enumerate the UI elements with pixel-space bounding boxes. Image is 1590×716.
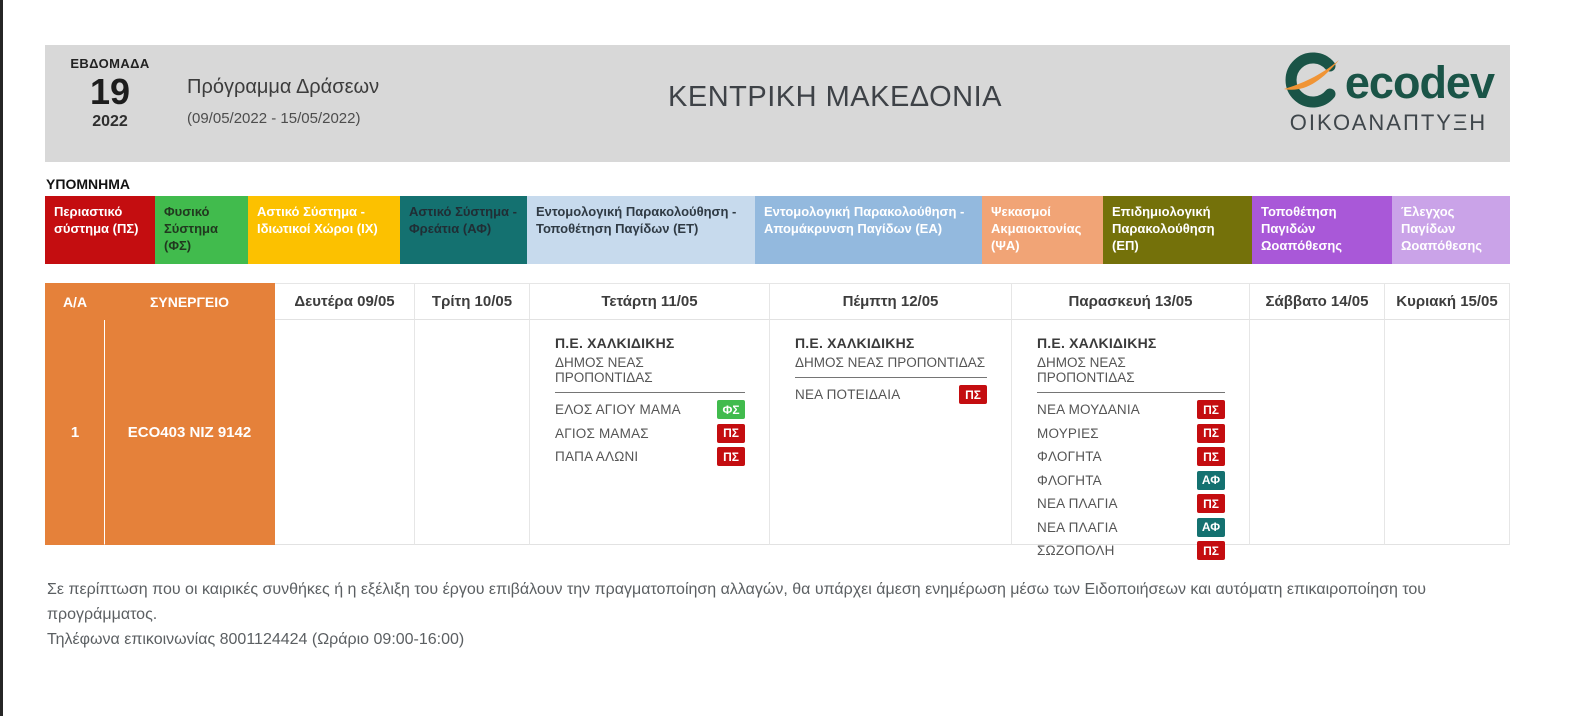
category-badge: ΠΣ xyxy=(959,385,987,404)
logo-subtitle: ΟΙΚΟΑΝΑΠΤΥΞΗ xyxy=(1289,110,1488,135)
schedule-entry xyxy=(1037,492,1225,516)
schedule-entry xyxy=(1037,469,1225,493)
column-header-crew: ΣΥΝΕΡΓΕΙΟ xyxy=(105,283,275,320)
legend-item-ps: Περιαστικό σύστημα (ΠΣ) xyxy=(45,196,155,264)
logo-row xyxy=(1283,51,1494,114)
day-cell-thursday xyxy=(770,320,1012,545)
logo-wordmark: ecodev xyxy=(1344,56,1494,108)
footer-note-line1: Σε περίπτωση που οι καιρικές συνθήκες ή η εξέλιξη του έργου επιβάλουν την πραγματοποίηση αλλαγών, θα υπάρχει άμεση ενημέρωση μέσω των Ειδοποιήσεων και αυτόματη επικαιροποίηση του προγράμματος. xyxy=(47,581,1427,623)
category-badge: ΠΣ xyxy=(1197,424,1225,443)
location-label: ΦΛΟΓΗΤΑ xyxy=(1037,472,1102,488)
crew-cell: ECO403 NIZ 9142 xyxy=(105,320,275,545)
day-cell-sunday xyxy=(1385,320,1510,545)
day-cell-friday xyxy=(1012,320,1250,559)
column-header-monday: Δευτέρα 09/05 xyxy=(275,283,415,320)
column-header-aa: Α/Α xyxy=(45,283,105,320)
page-title: ΚΕΝΤΡΙΚΗ ΜΑΚΕΔΟΝΙΑ xyxy=(668,81,1002,113)
municipality-label: ΔΗΜΟΣ ΝΕΑΣ ΠΡΟΠΟΝΤΙΔΑΣ xyxy=(555,351,745,393)
day-cell-tuesday xyxy=(415,320,530,545)
table-header-row xyxy=(45,283,1510,320)
day-cell-monday xyxy=(275,320,415,545)
schedule-entry xyxy=(555,445,745,469)
legend-item-fs: Φυσικό Σύστημα (ΦΣ) xyxy=(155,196,248,264)
category-badge: ΠΣ xyxy=(717,424,745,443)
table-row xyxy=(45,320,1510,559)
column-header-wednesday: Τετάρτη 11/05 xyxy=(530,283,770,320)
category-badge: ΠΣ xyxy=(1197,400,1225,419)
schedule-entry xyxy=(555,422,745,446)
week-label: ΕΒΔΟΜΑΔΑ xyxy=(70,56,150,71)
entries-list xyxy=(1037,398,1225,563)
ecodev-logo-icon xyxy=(1283,51,1341,114)
schedule-entry xyxy=(1037,398,1225,422)
location-label: ΕΛΟΣ ΑΓΙΟΥ ΜΑΜΑ xyxy=(555,402,681,418)
footer-notes xyxy=(47,577,1537,652)
window-left-edge xyxy=(0,0,3,716)
regional-unit-label: Π.Ε. ΧΑΛΚΙΔΙΚΗΣ xyxy=(555,335,675,351)
legend-item-ep: Επιδημιολογική Παρακολούθηση (ΕΠ) xyxy=(1103,196,1252,264)
category-badge: ΦΣ xyxy=(717,400,745,419)
category-badge: ΑΦ xyxy=(1197,471,1225,490)
legend-bar xyxy=(45,196,1510,264)
column-header-friday: Παρασκευή 13/05 xyxy=(1012,283,1250,320)
location-label: ΠΑΠΑ ΑΛΩΝΙ xyxy=(555,449,639,465)
legend-item-ea: Εντομολογική Παρακολούθηση - Απομάκρυνση Παγίδων (ΕΑ) xyxy=(755,196,982,264)
legend-item-af: Αστικό Σύστημα - Φρεάτια (ΑΦ) xyxy=(400,196,527,264)
location-label: ΝΕΑ ΜΟΥΔΑΝΙΑ xyxy=(1037,402,1141,418)
location-label: ΝΕΑ ΠΟΤΕΙΔΑΙΑ xyxy=(795,387,901,403)
location-label: ΝΕΑ ΠΛΑΓΙΑ xyxy=(1037,496,1118,512)
day-cell-saturday xyxy=(1250,320,1385,545)
location-label: ΑΓΙΟΣ ΜΑΜΑΣ xyxy=(555,425,649,441)
category-badge: ΠΣ xyxy=(1197,447,1225,466)
category-badge: ΠΣ xyxy=(1197,494,1225,513)
program-date-range: (09/05/2022 - 15/05/2022) xyxy=(187,110,361,127)
municipality-label: ΔΗΜΟΣ ΝΕΑΣ ΠΡΟΠΟΝΤΙΔΑΣ xyxy=(795,351,987,378)
day-cell-wednesday xyxy=(530,320,770,545)
schedule-entry xyxy=(1037,422,1225,446)
entries-list xyxy=(795,383,987,407)
schedule-entry xyxy=(1037,516,1225,540)
municipality-label: ΔΗΜΟΣ ΝΕΑΣ ΠΡΟΠΟΝΤΙΔΑΣ xyxy=(1037,351,1225,393)
legend-item-et: Εντομολογική Παρακολούθηση - Τοποθέτηση Παγίδων (ΕΤ) xyxy=(527,196,755,264)
week-year: 2022 xyxy=(92,112,128,130)
location-label: ΦΛΟΓΗΤΑ xyxy=(1037,449,1102,465)
legend-item-trap-place: Τοποθέτηση Παγιδών Ωοαπόθεσης xyxy=(1252,196,1392,264)
row-index-cell: 1 xyxy=(45,320,105,545)
column-header-saturday: Σάββατο 14/05 xyxy=(1250,283,1385,320)
regional-unit-label: Π.Ε. ΧΑΛΚΙΔΙΚΗΣ xyxy=(795,335,915,351)
regional-unit-label: Π.Ε. ΧΑΛΚΙΔΙΚΗΣ xyxy=(1037,335,1157,351)
brand-logo xyxy=(1283,51,1494,136)
schedule-entry xyxy=(555,398,745,422)
column-header-sunday: Κυριακή 15/05 xyxy=(1385,283,1510,320)
location-label: ΝΕΑ ΠΛΑΓΙΑ xyxy=(1037,519,1118,535)
schedule-entry xyxy=(795,383,987,407)
column-header-tuesday: Τρίτη 10/05 xyxy=(415,283,530,320)
column-header-thursday: Πέμπτη 12/05 xyxy=(770,283,1012,320)
entries-list xyxy=(555,398,745,469)
footer-note-line2: Τηλέφωνα επικοινωνίας 8001124424 (Ωράριο 09:00-16:00) xyxy=(47,631,465,648)
location-label: ΜΟΥΡΙΕΣ xyxy=(1037,425,1099,441)
schedule-entry xyxy=(1037,539,1225,563)
program-block xyxy=(187,76,379,127)
header-bar xyxy=(45,45,1510,162)
schedule-table xyxy=(45,283,1510,559)
week-number: 19 xyxy=(89,71,131,112)
category-badge: ΠΣ xyxy=(717,447,745,466)
category-badge: ΠΣ xyxy=(1197,541,1225,560)
legend-item-psa: Ψεκασμοί Ακμαιοκτονίας (ΨΑ) xyxy=(982,196,1103,264)
category-badge: ΑΦ xyxy=(1197,518,1225,537)
week-box xyxy=(55,56,165,131)
legend-title: ΥΠΟΜΝΗΜΑ xyxy=(46,176,130,192)
program-title: Πρόγραμμα Δράσεων xyxy=(187,76,380,98)
schedule-entry xyxy=(1037,445,1225,469)
location-label: ΣΩΖΟΠΟΛΗ xyxy=(1037,543,1115,559)
legend-item-ix: Αστικό Σύστημα - Ιδιωτικοί Χώροι (ΙΧ) xyxy=(248,196,400,264)
legend-item-trap-check: Έλεγχος Παγίδων Ωοαπόθεσης xyxy=(1392,196,1510,264)
